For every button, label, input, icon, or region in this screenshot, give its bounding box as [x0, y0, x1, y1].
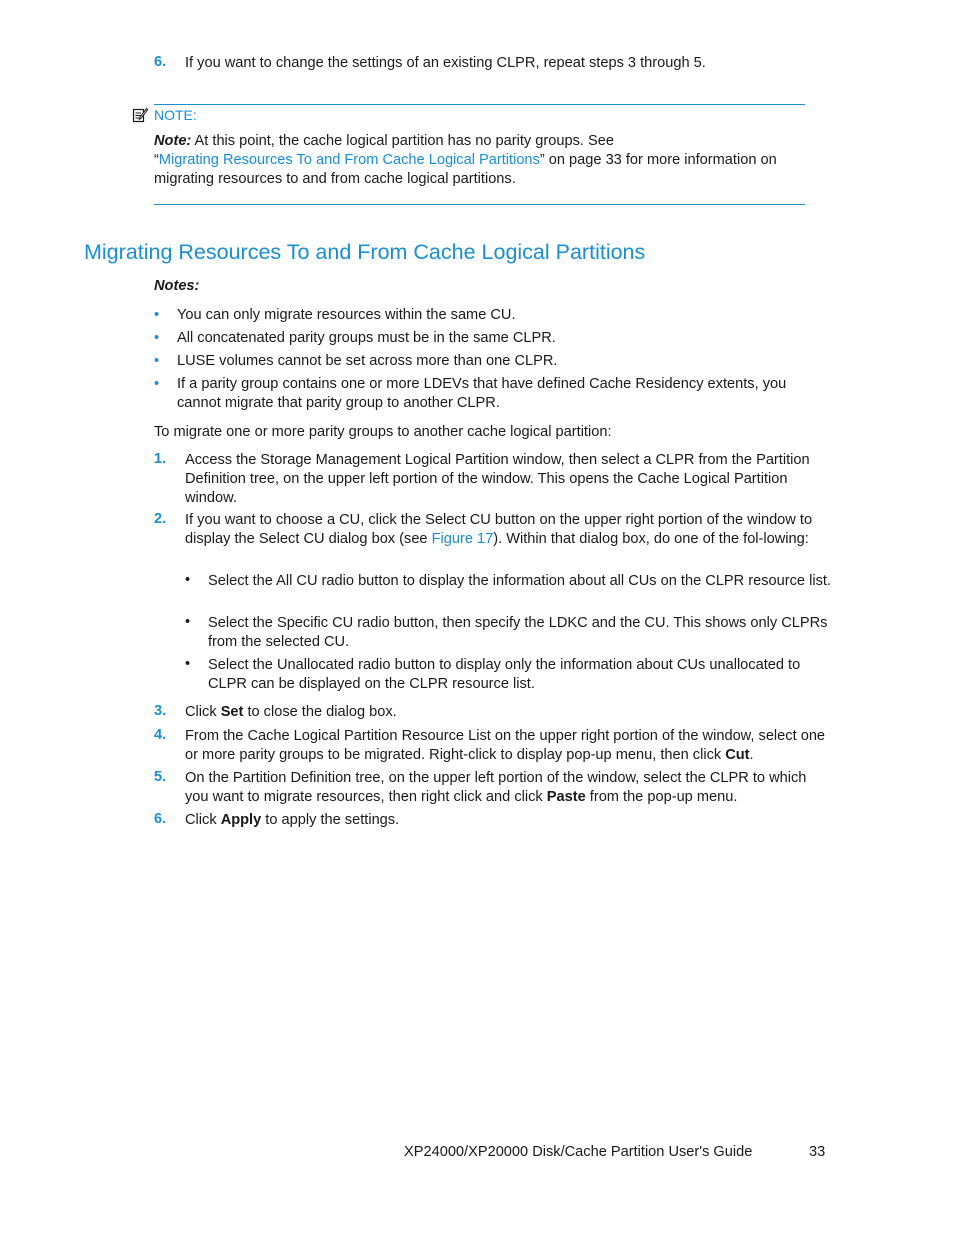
step-5: [154, 769, 830, 807]
list-item-text: If a parity group contains one or more LDEVs that have defined Cache Residency extents, you cannot migrate that parity group to another CLPR.: [177, 376, 787, 411]
bullet-dot: •: [154, 353, 160, 369]
step-text: Access the Storage Management Logical Partition window, then select a CLPR from the Partition Definition tree, on the upper left portion of the window. This opens the Cache Logical Partition window.: [185, 452, 810, 506]
note-pencil-icon: [132, 107, 148, 123]
page-number: 33: [809, 1144, 826, 1160]
step-text-post: to apply the settings.: [261, 812, 400, 828]
step-text-post: to close the dialog box.: [243, 704, 397, 720]
bullet-dot: •: [154, 330, 160, 346]
step-text-post: from the pop-up menu.: [585, 789, 738, 805]
notes-label: [154, 278, 199, 294]
quote-open: “: [154, 152, 159, 168]
bullet-dot: •: [154, 376, 160, 392]
note-line-1: [154, 132, 814, 151]
footer-title: XP24000/XP20000 Disk/Cache Partition User's Guide: [404, 1144, 753, 1160]
step-number: 2.: [154, 511, 167, 527]
sub-item-text: Select the Unallocated radio button to display only the information about CUs unallocated to CLPR can be displayed on the CLPR resource list.: [208, 657, 801, 692]
step-number: 1.: [154, 451, 167, 467]
sub-item: [185, 572, 833, 591]
step-number: 3.: [154, 703, 167, 719]
step-text: [185, 769, 830, 807]
step-text-post: .: [749, 747, 754, 763]
step-text-pre: From the Cache Logical Partition Resource List on the upper right portion of the window, select one or more parity groups to be migrated. Right-click to display pop-up menu, then click: [185, 728, 826, 763]
step-3: [154, 703, 830, 722]
step-text-pre: On the Partition Definition tree, on the upper left portion of the window, select the CLPR to which you want to migrate resources, then right click and click: [185, 770, 807, 805]
step-text: [185, 511, 830, 549]
sub-item: [185, 614, 833, 652]
step-text-pre: If you want to choose a CU, click the Select CU button on the upper right portion of the window to display the Select CU dialog box (see: [185, 512, 813, 547]
sub-item-text: Select the All CU radio button to display the information about all CUs on the CLPR resource list.: [208, 573, 831, 589]
note-text-2: ” on page 33 for more information on: [539, 152, 777, 168]
step-number: 6.: [154, 811, 167, 827]
list-item: [154, 306, 814, 325]
step-number: 5.: [154, 769, 167, 785]
bullet-dot: •: [185, 614, 191, 630]
step-text-pre: Click: [185, 704, 221, 720]
step-1: [154, 451, 830, 508]
figure-link[interactable]: Figure 17: [431, 531, 494, 547]
list-item-text: All concatenated parity groups must be in the same CLPR.: [177, 330, 556, 346]
note-heading: NOTE:: [154, 107, 197, 123]
section-link[interactable]: Migrating Resources To and From Cache Logical Partitions: [158, 152, 540, 168]
apply-label: Apply: [220, 812, 262, 828]
sub-item-text: Select the Specific CU radio button, then specify the LDKC and the CU. This shows only CLPRs from the selected CU.: [208, 615, 828, 650]
bullet-dot: •: [185, 656, 191, 672]
set-label: Set: [220, 704, 244, 720]
note-top-rule: [154, 104, 805, 105]
notes-list: [154, 306, 814, 413]
paste-label: Paste: [546, 789, 586, 805]
note-bottom-rule: [154, 204, 805, 205]
list-item: [154, 352, 814, 371]
step-text: [185, 727, 830, 765]
notes-label-text: Notes:: [154, 278, 200, 294]
list-item: [154, 329, 814, 348]
cut-label: Cut: [725, 747, 750, 763]
section-title: Migrating Resources To and From Cache Logical Partitions: [84, 240, 646, 264]
list-item: [154, 375, 809, 413]
step-4: [154, 727, 830, 765]
step-text: [185, 811, 830, 830]
bullet-dot: •: [154, 307, 160, 323]
step-text: If you want to change the settings of an existing CLPR, repeat steps 3 through 5.: [185, 55, 706, 71]
note-line-3: migrating resources to and from cache logical partitions.: [154, 171, 516, 187]
top-step-6: [154, 54, 830, 73]
note-text-1: At this point, the cache logical partition has no parity groups. See: [191, 133, 614, 149]
bullet-dot: •: [185, 572, 191, 588]
note-line-2: [154, 151, 814, 170]
sub-item: [185, 656, 833, 694]
note-body: [154, 132, 814, 189]
step-text-post: ). Within that dialog box, do one of the fol-lowing:: [493, 531, 809, 547]
step-2: [154, 511, 830, 549]
step-number: 6.: [154, 54, 167, 70]
step-6: [154, 811, 830, 830]
step-text-pre: Click: [185, 812, 221, 828]
list-item-text: LUSE volumes cannot be set across more than one CLPR.: [177, 353, 558, 369]
list-item-text: You can only migrate resources within the same CU.: [177, 307, 516, 323]
note-lead: Note:: [154, 133, 192, 149]
step-text: [185, 703, 830, 722]
step-number: 4.: [154, 727, 167, 743]
procedure-intro: To migrate one or more parity groups to another cache logical partition:: [154, 424, 612, 440]
